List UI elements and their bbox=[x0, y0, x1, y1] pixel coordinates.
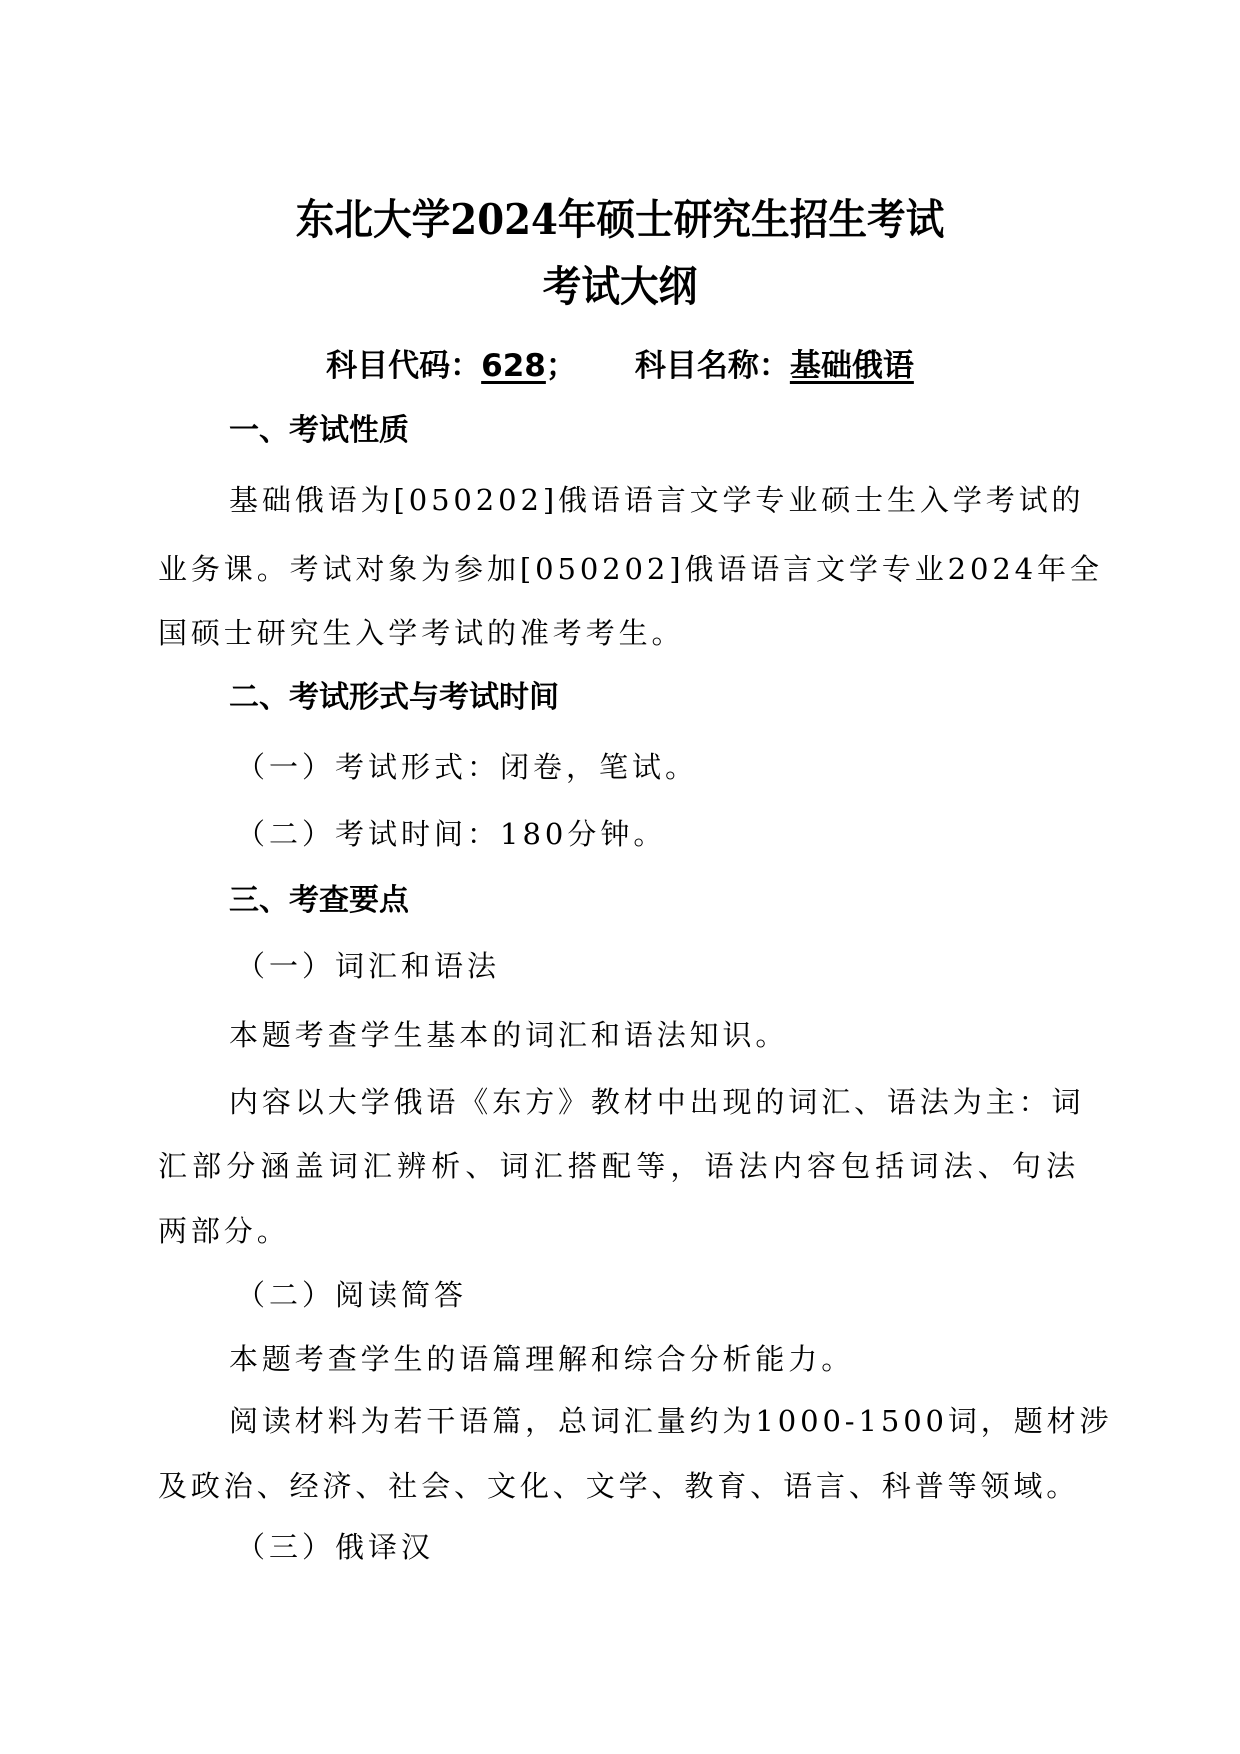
document-title-line1: 东北大学2024年硕士研究生招生考试 bbox=[295, 195, 945, 244]
subsection-heading-translation: （三）俄译汉 bbox=[236, 1530, 435, 1564]
section-heading-key-points: 三、考查要点 bbox=[229, 883, 409, 918]
subsection-heading-vocab-grammar: （一）词汇和语法 bbox=[236, 949, 501, 983]
subsection-heading-reading: （二）阅读简答 bbox=[236, 1278, 468, 1312]
subject-code-value: 628 bbox=[481, 348, 546, 384]
section-heading-nature: 一、考试性质 bbox=[229, 413, 409, 448]
subject-name-value: 基础俄语 bbox=[789, 348, 914, 384]
exam-format-item: （一）考试形式：闭卷，笔试。 bbox=[236, 750, 699, 784]
subject-info bbox=[0, 344, 1240, 388]
subject-code-separator: ； bbox=[545, 348, 577, 384]
paragraph-line: 国硕士研究生入学考试的准考考生。 bbox=[158, 616, 685, 650]
paragraph-line: 基础俄语为[050202]俄语语言文学专业硕士生入学考试的 bbox=[229, 483, 1085, 517]
paragraph-line: 内容以大学俄语《东方》教材中出现的词汇、语法为主：词 bbox=[229, 1085, 1085, 1119]
paragraph-line: 两部分。 bbox=[158, 1214, 290, 1248]
exam-time-item: （二）考试时间：180分钟。 bbox=[236, 817, 667, 851]
paragraph-line: 本题考查学生的语篇理解和综合分析能力。 bbox=[229, 1342, 855, 1376]
document-title-line2: 考试大纲 bbox=[542, 262, 698, 311]
section-heading-format-time: 二、考试形式与考试时间 bbox=[229, 680, 559, 715]
subject-code-label: 科目代码： bbox=[326, 348, 482, 384]
subject-name-label: 科目名称： bbox=[634, 348, 790, 384]
paragraph-line: 阅读材料为若干语篇，总词汇量约为1000-1500词，题材涉 bbox=[229, 1404, 1113, 1438]
paragraph-line: 业务课。考试对象为参加[050202]俄语语言文学专业2024年全 bbox=[158, 552, 1103, 586]
paragraph-line: 及政治、经济、社会、文化、文学、教育、语言、科普等领域。 bbox=[158, 1469, 1080, 1503]
paragraph-line: 汇部分涵盖词汇辨析、词汇搭配等，语法内容包括词法、句法 bbox=[158, 1149, 1079, 1183]
paragraph-line: 本题考查学生基本的词汇和语法知识。 bbox=[229, 1018, 789, 1052]
